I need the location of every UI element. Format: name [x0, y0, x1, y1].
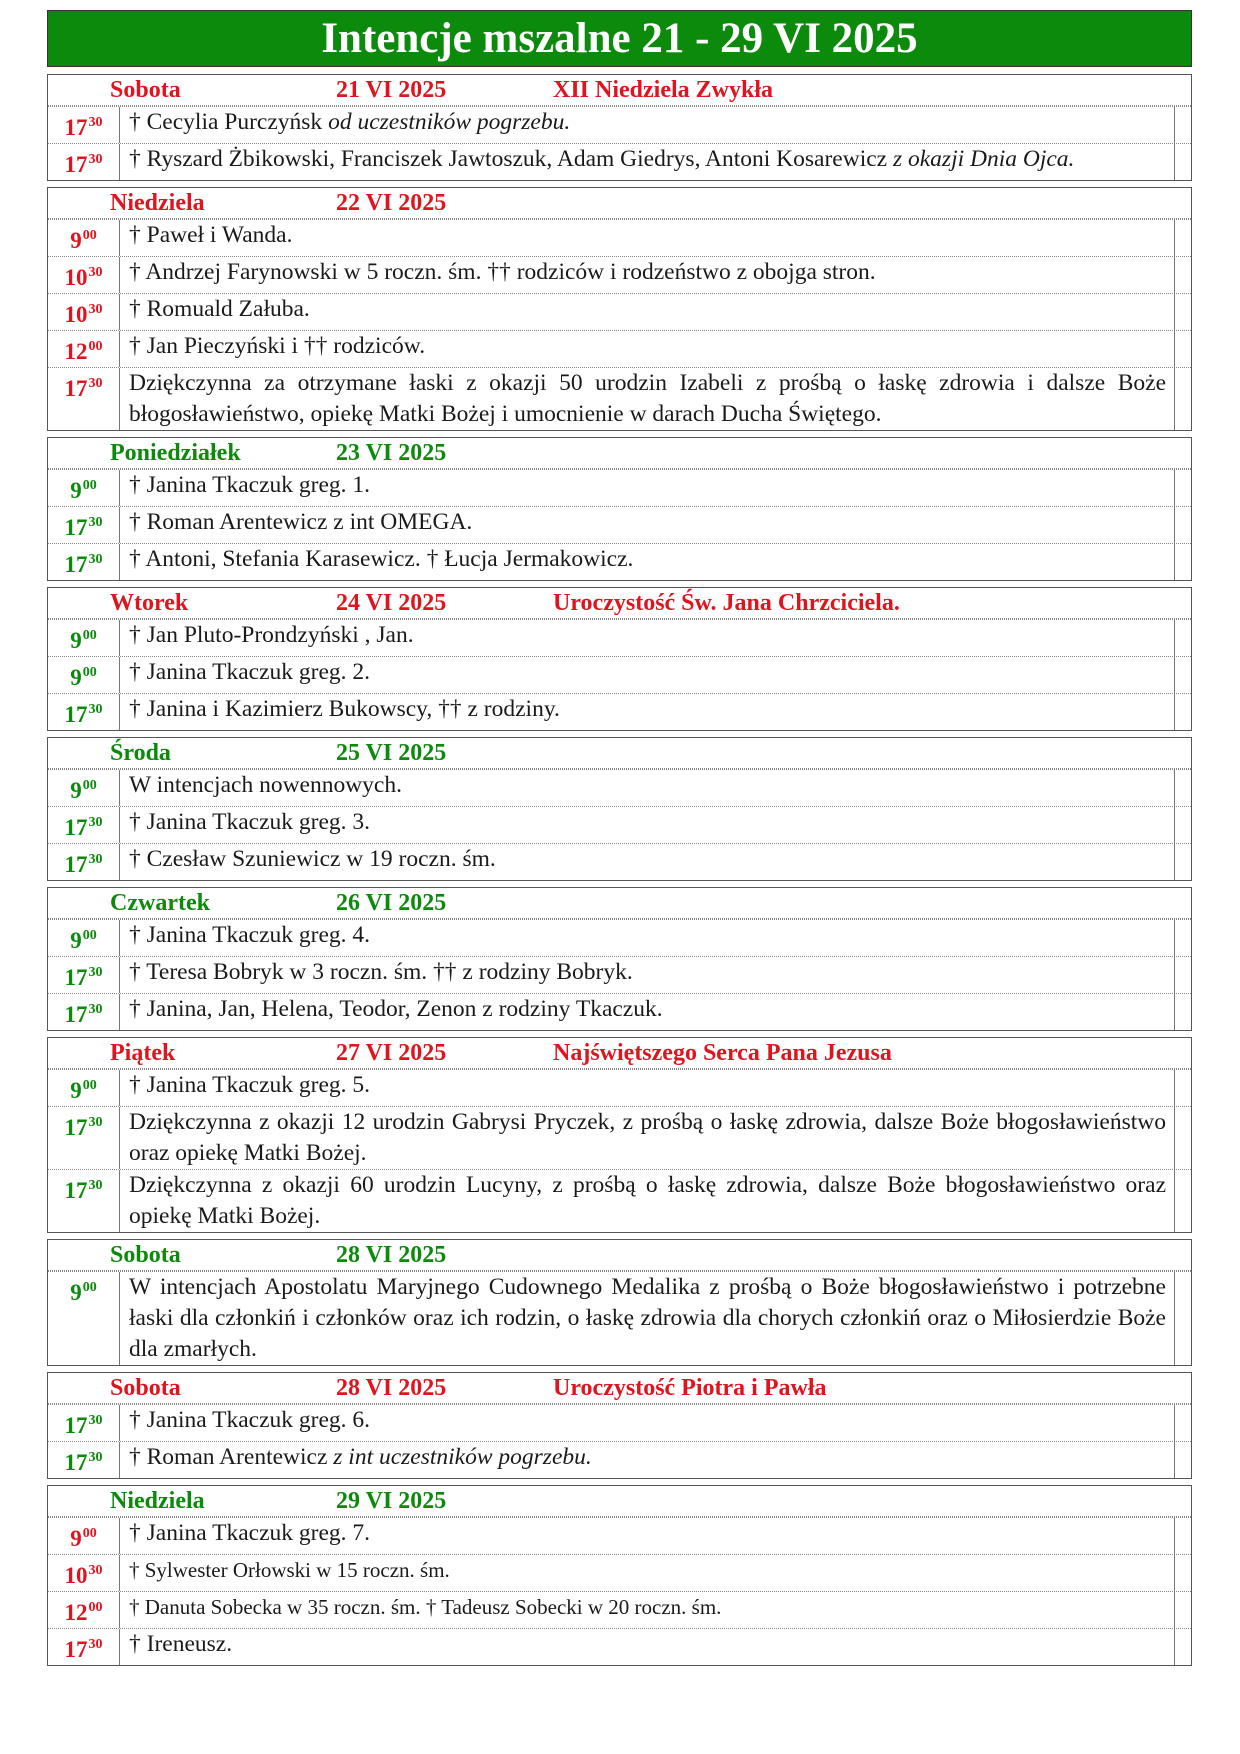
mass-row: [48, 956, 1191, 993]
intention-text: † Roman Arentewicz z int OMEGA.: [129, 509, 473, 535]
day-date: 26 VI 2025: [336, 890, 447, 916]
mass-time: [48, 770, 120, 806]
intention-text: † Sylwester Orłowski w 15 roczn. śm.: [129, 1558, 450, 1582]
mass-hour: 17: [64, 152, 88, 177]
mass-row: [48, 1554, 1191, 1591]
mass-hour: 17: [64, 965, 88, 990]
day-header: [48, 75, 1191, 106]
day-date: 22 VI 2025: [336, 190, 447, 216]
mass-row: [48, 293, 1191, 330]
day-block: [47, 1372, 1192, 1479]
mass-intention: [120, 1170, 1175, 1232]
mass-time: [48, 1170, 120, 1232]
day-name: Poniedziałek: [110, 440, 241, 466]
intention-text: † Janina Tkaczuk greg. 5.: [129, 1072, 371, 1098]
mass-hour: 10: [64, 1563, 88, 1588]
day-block: [47, 1239, 1192, 1366]
mass-minutes: 30: [88, 965, 103, 980]
mass-row: [48, 506, 1191, 543]
day-name: Sobota: [110, 1375, 181, 1401]
mass-intention: [120, 807, 1175, 843]
day-date: 24 VI 2025: [336, 590, 447, 616]
intention-text: † Jan Pieczyński i †† rodziców.: [129, 333, 426, 359]
mass-row: [48, 806, 1191, 843]
day-header: [48, 588, 1191, 619]
day-block: [47, 1037, 1192, 1233]
day-block: [47, 437, 1192, 581]
mass-hour: 9: [70, 1526, 82, 1551]
intention-text: † Cecylia Purczyńsk: [129, 109, 329, 135]
mass-hour: 9: [70, 1078, 82, 1103]
intention-text: † Janina i Kazimierz Bukowscy, †† z rodziny.: [129, 696, 560, 722]
mass-intention: [120, 144, 1175, 180]
intention-text: † Czesław Szuniewicz w 19 roczn. śm.: [129, 846, 496, 872]
intention-note: od uczestników pogrzebu.: [328, 109, 571, 135]
mass-minutes: 30: [88, 376, 103, 391]
day-date: 29 VI 2025: [336, 1488, 447, 1514]
mass-minutes: 30: [88, 1450, 103, 1465]
mass-intention: [120, 507, 1175, 543]
mass-intention: [120, 470, 1175, 506]
mass-intention: [120, 657, 1175, 693]
mass-minutes: 30: [88, 302, 103, 317]
mass-row: [48, 993, 1191, 1030]
mass-hour: 17: [64, 115, 88, 140]
day-header: [48, 738, 1191, 769]
mass-hour: 17: [64, 815, 88, 840]
mass-time: [48, 1272, 120, 1365]
day-date: 21 VI 2025: [336, 77, 447, 103]
mass-minutes: 00: [82, 1526, 97, 1541]
mass-time: [48, 544, 120, 580]
mass-minutes: 00: [82, 478, 97, 493]
intention-text: † Roman Arentewicz: [129, 1444, 334, 1470]
mass-row: [48, 693, 1191, 730]
day-header: [48, 1373, 1191, 1404]
page-title: Intencje mszalne 21 - 29 VI 2025: [47, 10, 1192, 67]
intention-text: † Janina Tkaczuk greg. 2.: [129, 659, 371, 685]
mass-intention: [120, 107, 1175, 143]
intention-text: Dziękczynna z okazji 60 urodzin Lucyny, z prośbą o łaskę zdrowia, dalsze Boże błogosławieństwo oraz opiekę Matki Bożej.: [129, 1172, 1166, 1229]
mass-minutes: 30: [88, 1002, 103, 1017]
day-name: Niedziela: [110, 1488, 205, 1514]
mass-intention: [120, 957, 1175, 993]
mass-hour: 9: [70, 928, 82, 953]
mass-hour: 12: [64, 1600, 88, 1625]
day-header: [48, 438, 1191, 469]
day-header: [48, 888, 1191, 919]
mass-time: [48, 920, 120, 956]
mass-hour: 10: [64, 265, 88, 290]
mass-minutes: 30: [88, 152, 103, 167]
mass-hour: 17: [64, 1637, 88, 1662]
mass-time: [48, 694, 120, 730]
mass-row: [48, 1106, 1191, 1169]
day-block: [47, 187, 1192, 431]
intention-text: † Antoni, Stefania Karasewicz. † Łucja Jermakowicz.: [129, 546, 634, 572]
intention-text: † Danuta Sobecka w 35 roczn. śm. † Tadeusz Sobecki w 20 roczn. śm.: [129, 1595, 722, 1619]
mass-row: [48, 543, 1191, 580]
day-date: 28 VI 2025: [336, 1375, 447, 1401]
mass-intention: [120, 1555, 1175, 1591]
mass-minutes: 30: [88, 115, 103, 130]
mass-time: [48, 144, 120, 180]
mass-time: [48, 107, 120, 143]
day-feast: Uroczystość Piotra i Pawła: [553, 1375, 827, 1401]
mass-hour: 17: [64, 552, 88, 577]
intention-text: † Janina Tkaczuk greg. 7.: [129, 1520, 371, 1546]
intention-text: † Janina, Jan, Helena, Teodor, Zenon z rodziny Tkaczuk.: [129, 996, 663, 1022]
mass-minutes: 00: [82, 228, 97, 243]
mass-minutes: 00: [88, 339, 103, 354]
mass-minutes: 30: [88, 1413, 103, 1428]
mass-minutes: 30: [88, 852, 103, 867]
intention-text: † Jan Pluto-Prondzyński , Jan.: [129, 622, 414, 648]
mass-row: [48, 330, 1191, 367]
mass-time: [48, 1518, 120, 1554]
intention-text: † Romuald Załuba.: [129, 296, 310, 322]
day-block: [47, 587, 1192, 731]
mass-minutes: 30: [88, 515, 103, 530]
mass-row: [48, 1169, 1191, 1232]
mass-row: [48, 1628, 1191, 1665]
mass-intention: [120, 694, 1175, 730]
mass-time: [48, 331, 120, 367]
mass-minutes: 30: [88, 552, 103, 567]
mass-time: [48, 470, 120, 506]
mass-minutes: 00: [82, 628, 97, 643]
mass-time: [48, 1555, 120, 1591]
intention-text: † Janina Tkaczuk greg. 4.: [129, 922, 371, 948]
mass-time: [48, 368, 120, 430]
day-name: Wtorek: [110, 590, 189, 616]
intention-text: † Paweł i Wanda.: [129, 222, 293, 248]
mass-minutes: 30: [88, 265, 103, 280]
intention-text: Dziękczynna z okazji 12 urodzin Gabrysi Pryczek, z prośbą o łaskę zdrowia, dalsze Boże błogosławieństwo oraz opiekę Matki Bożej.: [129, 1109, 1166, 1166]
mass-hour: 17: [64, 702, 88, 727]
mass-hour: 9: [70, 628, 82, 653]
mass-time: [48, 994, 120, 1030]
mass-intention: [120, 920, 1175, 956]
mass-hour: 9: [70, 228, 82, 253]
mass-intention: [120, 1070, 1175, 1106]
mass-time: [48, 507, 120, 543]
intention-text: † Teresa Bobryk w 3 roczn. śm. †† z rodziny Bobryk.: [129, 959, 633, 985]
mass-intention: [120, 257, 1175, 293]
mass-row: [48, 219, 1191, 256]
day-feast: XII Niedziela Zwykła: [553, 77, 774, 103]
mass-row: [48, 106, 1191, 143]
mass-row: [48, 143, 1191, 180]
mass-hour: 9: [70, 1280, 82, 1305]
day-date: 25 VI 2025: [336, 740, 447, 766]
mass-time: [48, 1070, 120, 1106]
mass-minutes: 30: [88, 702, 103, 717]
mass-hour: 17: [64, 1450, 88, 1475]
day-name: Niedziela: [110, 190, 205, 216]
mass-hour: 17: [64, 1413, 88, 1438]
intention-text: † Janina Tkaczuk greg. 1.: [129, 472, 371, 498]
day-date: 28 VI 2025: [336, 1242, 447, 1268]
mass-intention: [120, 844, 1175, 880]
day-header: [48, 1486, 1191, 1517]
intention-text: W intencjach Apostolatu Maryjnego Cudownego Medalika z prośbą o Boże błogosławieństwo i potrzebne łaski dla członkiń i członków oraz ich rodzin, o łaskę zdrowia dla chorych członkiń oraz o Miłosierdzie Boże dla zmarłych.: [129, 1274, 1166, 1362]
mass-minutes: 00: [82, 1078, 97, 1093]
mass-time: [48, 1107, 120, 1169]
mass-time: [48, 657, 120, 693]
day-block: [47, 737, 1192, 881]
mass-minutes: 00: [88, 1600, 103, 1615]
mass-time: [48, 1629, 120, 1665]
mass-minutes: 30: [88, 815, 103, 830]
day-header: [48, 188, 1191, 219]
mass-hour: 17: [64, 1178, 88, 1203]
mass-intention: [120, 620, 1175, 656]
mass-minutes: 00: [82, 665, 97, 680]
mass-hour: 17: [64, 852, 88, 877]
mass-minutes: 30: [88, 1115, 103, 1130]
mass-hour: 9: [70, 478, 82, 503]
day-name: Sobota: [110, 1242, 181, 1268]
day-header: [48, 1240, 1191, 1271]
mass-hour: 17: [64, 1002, 88, 1027]
mass-hour: 17: [64, 376, 88, 401]
mass-intention: [120, 1442, 1175, 1478]
mass-time: [48, 294, 120, 330]
day-feast: Najświętszego Serca Pana Jezusa: [553, 1040, 892, 1066]
intention-text: † Janina Tkaczuk greg. 3.: [129, 809, 371, 835]
intention-text: † Andrzej Farynowski w 5 roczn. śm. †† rodziców i rodzeństwo z obojga stron.: [129, 259, 876, 285]
mass-intention: [120, 1629, 1175, 1665]
mass-row: [48, 1404, 1191, 1441]
mass-minutes: 00: [82, 1280, 97, 1295]
mass-minutes: 30: [88, 1637, 103, 1652]
day-name: Piątek: [110, 1040, 176, 1066]
mass-row: [48, 1271, 1191, 1365]
mass-time: [48, 1442, 120, 1478]
day-feast: Uroczystość Św. Jana Chrzciciela.: [553, 590, 900, 616]
mass-minutes: 00: [82, 778, 97, 793]
mass-time: [48, 807, 120, 843]
mass-intention: [120, 994, 1175, 1030]
intention-text: † Janina Tkaczuk greg. 6.: [129, 1407, 371, 1433]
intention-note: z okazji Dnia Ojca.: [892, 146, 1075, 172]
mass-hour: 9: [70, 665, 82, 690]
mass-time: [48, 844, 120, 880]
mass-intention: [120, 294, 1175, 330]
intention-text: † Ireneusz.: [129, 1631, 233, 1657]
day-name: Środa: [110, 740, 171, 766]
mass-intention: [120, 331, 1175, 367]
day-name: Czwartek: [110, 890, 210, 916]
intention-text: W intencjach nowennowych.: [129, 772, 402, 798]
mass-row: [48, 769, 1191, 806]
mass-intention: [120, 1518, 1175, 1554]
mass-intention: [120, 1107, 1175, 1169]
mass-hour: 12: [64, 339, 88, 364]
mass-hour: 10: [64, 302, 88, 327]
intentions-list: [47, 74, 1192, 1672]
mass-row: [48, 1591, 1191, 1628]
mass-time: [48, 1592, 120, 1628]
mass-row: [48, 367, 1191, 430]
intention-text: † Ryszard Żbikowski, Franciszek Jawtoszuk, Adam Giedrys, Antoni Kosarewicz: [129, 146, 893, 172]
day-block: [47, 74, 1192, 181]
mass-row: [48, 919, 1191, 956]
mass-minutes: 30: [88, 1563, 103, 1578]
mass-minutes: 00: [82, 928, 97, 943]
mass-time: [48, 1405, 120, 1441]
mass-row: [48, 256, 1191, 293]
mass-minutes: 30: [88, 1178, 103, 1193]
mass-row: [48, 656, 1191, 693]
mass-time: [48, 957, 120, 993]
day-block: [47, 1485, 1192, 1666]
day-header: [48, 1038, 1191, 1069]
mass-intention: [120, 544, 1175, 580]
day-block: [47, 887, 1192, 1031]
mass-intention: [120, 368, 1175, 430]
mass-intention: [120, 220, 1175, 256]
intention-note: z int uczestników pogrzebu.: [333, 1444, 592, 1470]
mass-row: [48, 469, 1191, 506]
mass-time: [48, 257, 120, 293]
mass-intention: [120, 1405, 1175, 1441]
mass-row: [48, 1069, 1191, 1106]
mass-row: [48, 1517, 1191, 1554]
day-name: Sobota: [110, 77, 181, 103]
mass-row: [48, 843, 1191, 880]
day-date: 23 VI 2025: [336, 440, 447, 466]
mass-hour: 17: [64, 1115, 88, 1140]
mass-hour: 17: [64, 515, 88, 540]
mass-row: [48, 1441, 1191, 1478]
mass-intention: [120, 1592, 1175, 1628]
mass-hour: 9: [70, 778, 82, 803]
day-date: 27 VI 2025: [336, 1040, 447, 1066]
intention-text: Dziękczynna za otrzymane łaski z okazji 50 urodzin Izabeli z prośbą o łaskę zdrowia i dalsze Boże błogosławieństwo, opiekę Matki Bożej i umocnienie w darach Ducha Świętego.: [129, 370, 1166, 427]
mass-time: [48, 620, 120, 656]
mass-intention: [120, 1272, 1175, 1365]
mass-row: [48, 619, 1191, 656]
mass-intention: [120, 770, 1175, 806]
mass-time: [48, 220, 120, 256]
